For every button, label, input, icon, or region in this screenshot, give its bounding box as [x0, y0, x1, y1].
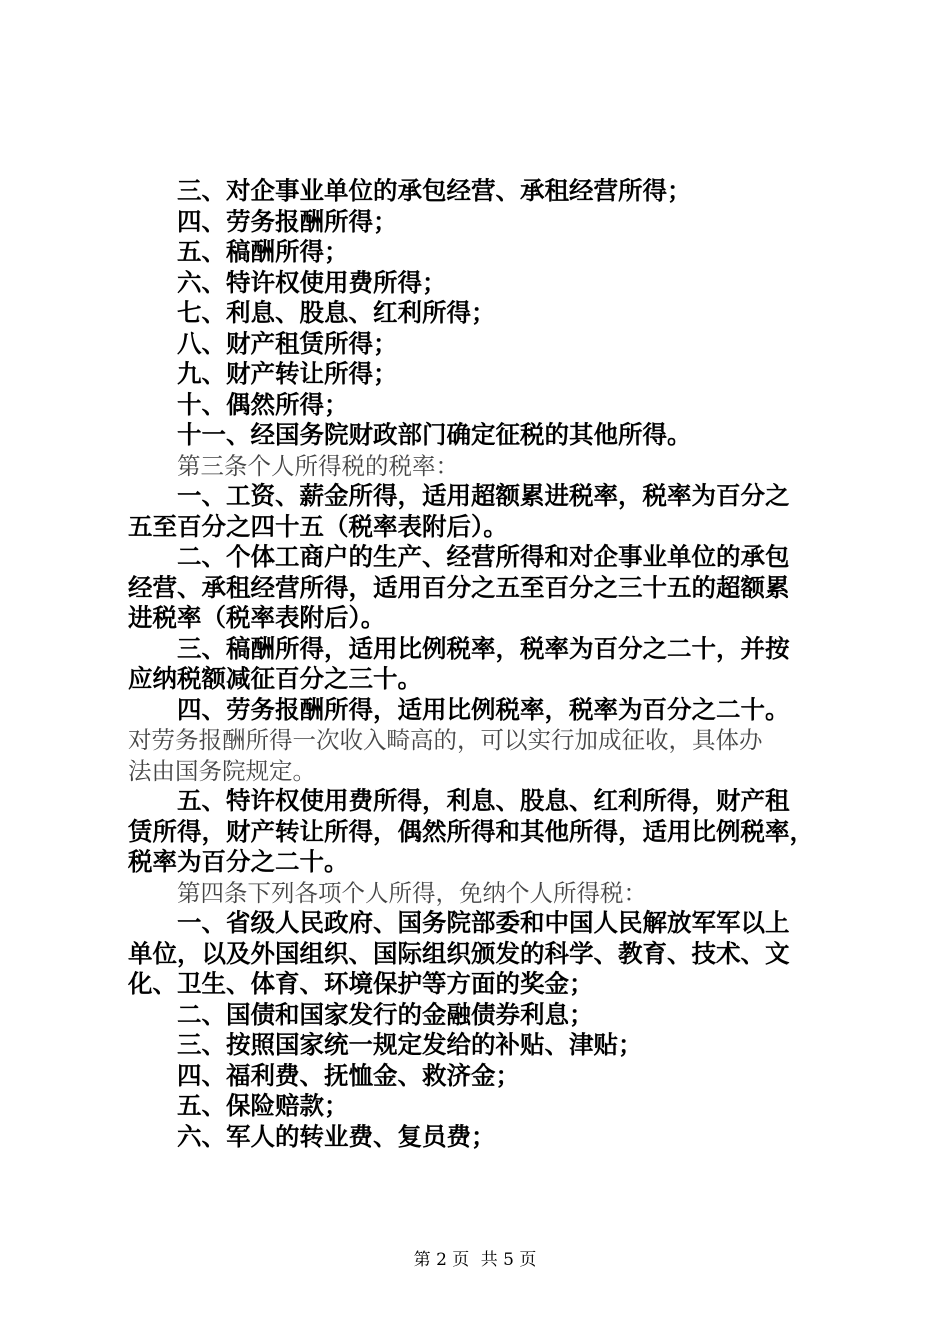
text-line: 十一、经国务院财政部门确定征税的其他所得。 — [177, 420, 692, 449]
text-line: 第四条下列各项个人所得，免纳个人所得税： — [177, 878, 647, 907]
text-line: 进税率（税率表附后）。 — [128, 603, 386, 632]
text-line: 税率为百分之二十。 — [128, 847, 349, 876]
text-line: 经营、承租经营所得，适用百分之五至百分之三十五的超额累 — [128, 572, 790, 602]
text-line: 一、工资、薪金所得，适用超额累进税率，税率为百分之 — [177, 481, 790, 510]
text-line: 六、特许权使用费所得； — [177, 267, 447, 297]
page-number: 第 2 页 — [413, 1250, 470, 1270]
text-line: 五至百分之四十五（税率表附后）。 — [128, 511, 508, 541]
text-line: 法由国务院规定。 — [128, 756, 316, 785]
text-line: 三、对企事业单位的承包经营、承租经营所得； — [177, 176, 692, 205]
text-line: 九、财产转让所得； — [177, 359, 398, 388]
text-line: 化、卫生、体育、环境保护等方面的奖金； — [128, 969, 594, 998]
text-line: 五、稿酬所得； — [177, 237, 349, 266]
text-line: 三、按照国家统一规定发给的补贴、津贴； — [177, 1030, 643, 1059]
text-line: 三、稿酬所得，适用比例税率，税率为百分之二十，并按 — [177, 633, 790, 663]
text-line: 六、军人的转业费、复员费； — [177, 1121, 496, 1151]
page-total: 共 5 页 — [480, 1250, 537, 1270]
text-line: 对劳务报酬所得一次收入畸高的，可以实行加成征收，具体办 — [128, 726, 763, 754]
text-line: 四、劳务报酬所得； — [177, 206, 398, 236]
text-line: 第三条个人所得税的税率： — [177, 451, 459, 480]
text-line: 十、偶然所得； — [177, 389, 349, 419]
text-line: 二、国债和国家发行的金融债券利息； — [177, 999, 594, 1029]
text-line: 赁所得，财产转让所得，偶然所得和其他所得，适用比例税率， — [128, 816, 814, 846]
text-line: 五、特许权使用费所得，利息、股息、红利所得，财产租 — [177, 786, 790, 815]
document-body — [128, 176, 848, 1152]
text-line: 五、保险赔款； — [177, 1091, 349, 1120]
text-line: 单位，以及外国组织、国际组织颁发的科学、教育、技术、文 — [128, 938, 790, 968]
text-line: 七、利息、股息、红利所得； — [177, 298, 496, 327]
page-footer — [0, 1245, 950, 1270]
text-line: 一、省级人民政府、国务院部委和中国人民解放军军以上 — [177, 908, 790, 937]
text-line: 四、福利费、抚恤金、救济金； — [177, 1060, 520, 1090]
text-line: 二、个体工商户的生产、经营所得和对企事业单位的承包 — [177, 542, 790, 571]
text-line: 八、财产租赁所得； — [177, 328, 398, 358]
text-line: 四、劳务报酬所得，适用比例税率，税率为百分之二十。 — [177, 694, 790, 724]
text-line: 应纳税额减征百分之三十。 — [128, 664, 422, 693]
